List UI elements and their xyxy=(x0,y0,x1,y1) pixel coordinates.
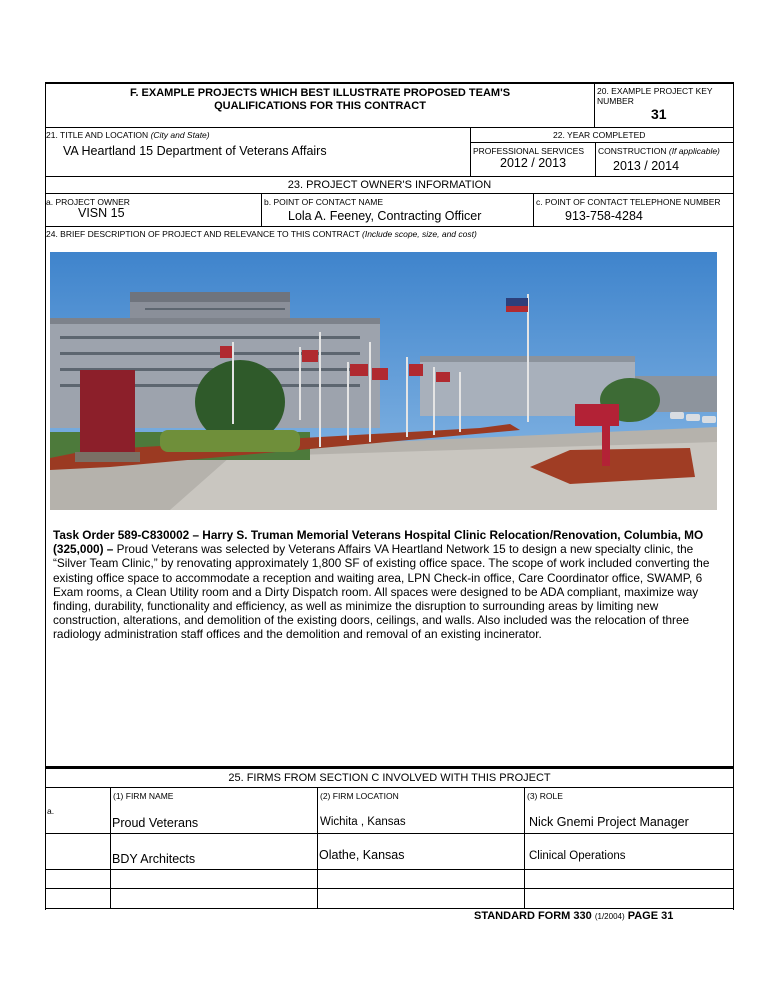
owner-value: VISN 15 xyxy=(78,206,125,220)
firm-row-2-role: Clinical Operations xyxy=(529,850,626,862)
firm-name-header: (1) FIRM NAME xyxy=(113,791,174,801)
owner-info-heading: 23. PROJECT OWNER'S INFORMATION xyxy=(287,179,492,191)
row-line-1 xyxy=(45,127,734,128)
frame-bottom xyxy=(45,908,734,909)
row-line-4 xyxy=(45,226,734,227)
firm-row-1-role: Nick Gnemi Project Manager xyxy=(529,815,689,829)
phone-value: 913-758-4284 xyxy=(565,209,643,223)
frame-right xyxy=(733,82,734,910)
title-location-value: VA Heartland 15 Department of Veterans Affairs xyxy=(63,144,327,158)
phone-label: c. POINT OF CONTACT TELEPHONE NUMBER xyxy=(536,197,721,207)
firms-line-1 xyxy=(45,787,734,788)
firm-role-header: (3) ROLE xyxy=(527,791,563,801)
firms-row-letter: a. xyxy=(47,806,55,816)
prof-services-label: PROFESSIONAL SERVICES xyxy=(473,146,585,156)
construction-label: CONSTRUCTION (If applicable) xyxy=(598,146,720,156)
description-body: Proud Veterans was selected by Veterans Affairs VA Heartland Network 15 to design a new specialty clinic, the “Silver Team Clinic,” by renovating approximately 1,800 SF of existing office space. The scope of work included converting the existing office space to accommodate a reception and waiting area, LPN Check-in office, Care Coordinator office, SWAMP, 6 Exam rooms, a Clean Utility room and a Dirty Dispatch room. All spaces were designed to be ADA compliant, maximize way finding, durability, functionality and efficiency, as well as minimize the disruption to surrounding areas by limiting new construction, alterations, and demolition of the existing doors, ceilings, and walls. Also included was the relocation of three radiology administration staff offices and the demolition and removal of an existing incinerator. xyxy=(53,542,710,642)
firm-row-1-location: Wichita , Kansas xyxy=(320,816,406,828)
project-photo xyxy=(50,252,717,510)
firms-heading: 25. FIRMS FROM SECTION C INVOLVED WITH THIS PROJECT xyxy=(228,772,551,784)
row-line-2 xyxy=(45,176,734,177)
prof-services-value: 2012 / 2013 xyxy=(500,156,567,170)
key-number: 31 xyxy=(651,106,667,122)
firm-location-header: (2) FIRM LOCATION xyxy=(320,791,399,801)
description-label: 24. BRIEF DESCRIPTION OF PROJECT AND RELEVANCE TO THIS CONTRACT (Include scope, size, and cost) xyxy=(46,229,477,239)
project-description xyxy=(53,528,723,642)
firms-line-3 xyxy=(45,869,734,870)
firms-line-4 xyxy=(45,888,734,889)
frame-top xyxy=(45,82,734,84)
firm-row-1-name: Proud Veterans xyxy=(112,816,199,830)
owner-label: a. PROJECT OWNER xyxy=(46,197,130,207)
firms-col-1 xyxy=(110,787,111,908)
year-col-divider xyxy=(595,142,596,176)
contact-divider xyxy=(533,193,534,226)
year-completed-label: 22. YEAR COMPLETED xyxy=(553,130,646,140)
firm-row-2-location: Olathe, Kansas xyxy=(319,848,405,862)
firms-col-3 xyxy=(524,787,525,908)
firms-top-line xyxy=(45,766,734,769)
firms-col-2 xyxy=(317,787,318,908)
firms-line-2 xyxy=(45,833,734,834)
title-location-label: 21. TITLE AND LOCATION (City and State) xyxy=(46,130,210,140)
firm-row-2-name: BDY Architects xyxy=(112,852,196,866)
row-line-3 xyxy=(45,193,734,194)
owner-divider xyxy=(261,193,262,226)
contact-label: b. POINT OF CONTACT NAME xyxy=(264,197,384,207)
form-footer: STANDARD FORM 330 (1/2004) PAGE 31 xyxy=(474,910,674,922)
key-divider xyxy=(594,83,595,128)
description-intro: Task Order 589-C830002 – Harry S. Truman Memorial Veterans Hospital Clinic Relocation/Renovation, Columbia, MO (325,000) – xyxy=(53,528,704,557)
section-f-title: F. EXAMPLE PROJECTS WHICH BEST ILLUSTRATE PROPOSED TEAM'S QUALIFICATIONS FOR THIS CONTRACT xyxy=(129,87,511,112)
contact-value: Lola A. Feeney, Contracting Officer xyxy=(288,209,482,223)
key-label: 20. EXAMPLE PROJECT KEY NUMBER xyxy=(597,86,713,106)
construction-value: 2013 / 2014 xyxy=(613,159,680,173)
col-divider-21-22 xyxy=(470,127,471,176)
year-subdivider xyxy=(470,142,734,143)
